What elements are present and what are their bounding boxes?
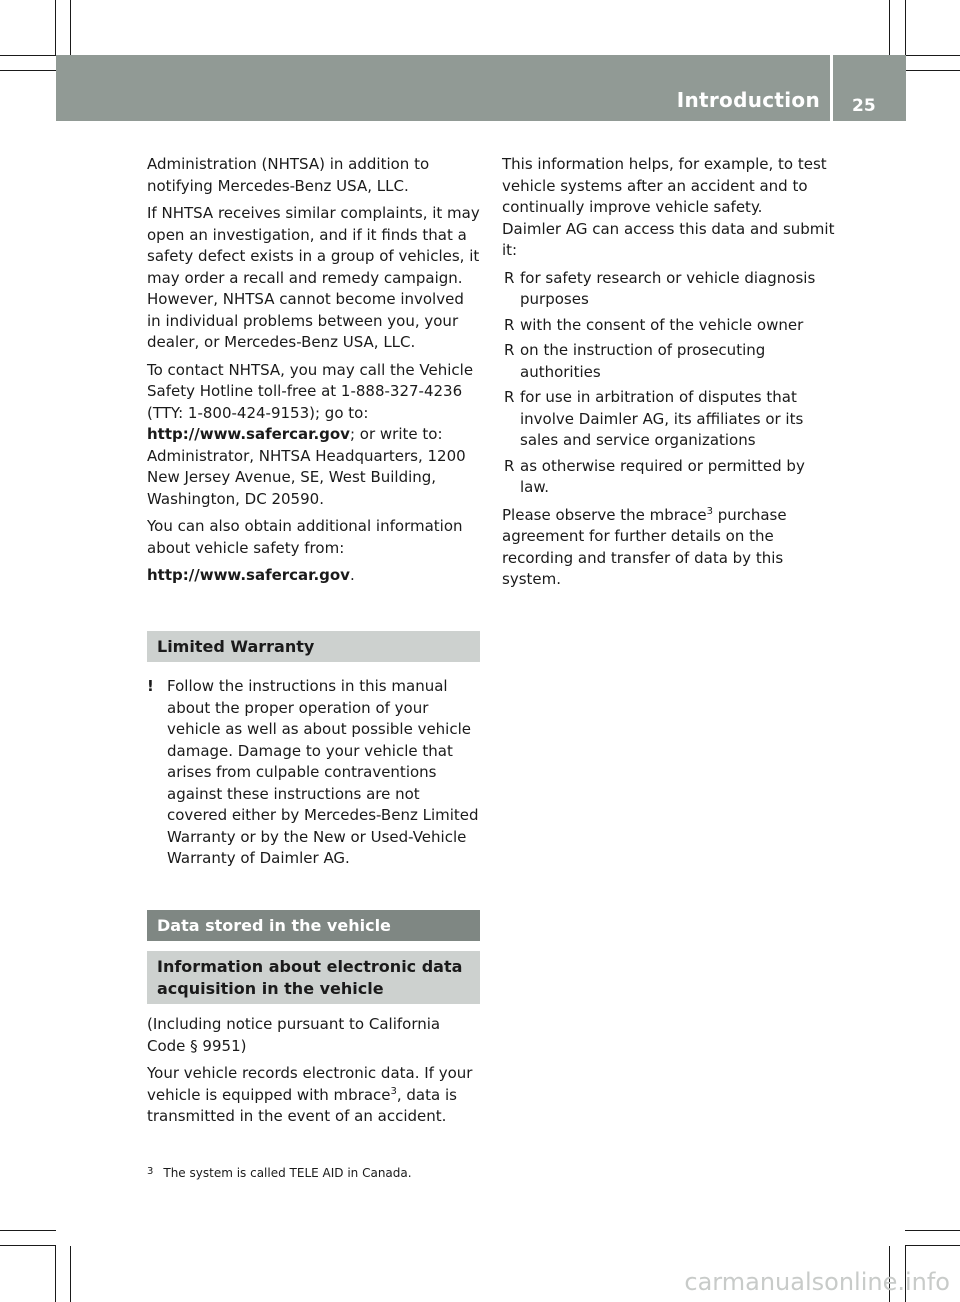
footnote-ref: 3 <box>706 505 713 517</box>
list-item <box>502 268 835 311</box>
list-item-text: on the instruction of prosecuting authorities <box>520 341 766 381</box>
right-column <box>502 154 835 597</box>
crop-mark <box>889 0 890 55</box>
footnote <box>147 1166 412 1180</box>
footnote-text: The system is called TELE AID in Canada. <box>163 1166 412 1180</box>
crop-mark <box>905 1245 960 1246</box>
crop-mark <box>905 70 960 71</box>
bullet-list <box>502 268 835 499</box>
list-item-text: for safety research or vehicle diagnosis purposes <box>520 268 816 308</box>
page-number: 25 <box>852 96 876 116</box>
crop-mark <box>55 1246 56 1302</box>
paragraph <box>502 505 835 591</box>
list-item <box>502 315 835 337</box>
crop-mark <box>905 55 960 56</box>
paragraph <box>147 565 480 587</box>
list-item-text: as otherwise required or permitted by law. <box>520 456 805 496</box>
footnote-number: 3 <box>147 1166 154 1177</box>
bullet-icon: R <box>504 268 515 287</box>
paragraph-text: To contact NHTSA, you may call the Vehicle Safety Hotline toll-free at 1-888-327-4236 (TTY: 1-800-424-9153); go to: <box>147 360 474 422</box>
list-item <box>502 456 835 499</box>
paragraph-text: purchase agreement for further details on the recording and transfer of data by this system. <box>502 505 787 588</box>
footnote-ref: 3 <box>390 1085 397 1097</box>
warning-note <box>147 676 480 870</box>
left-column <box>147 154 480 1134</box>
bullet-icon: R <box>504 315 515 334</box>
bullet-icon: R <box>504 456 515 475</box>
paragraph <box>147 360 480 511</box>
paragraph-text: . <box>349 566 355 584</box>
crop-mark <box>0 55 56 56</box>
data-stored-heading: Data stored in the vehicle <box>147 910 480 942</box>
bullet-icon: R <box>504 388 515 406</box>
paragraph-text: ; or write to: Administrator, NHTSA Headquarters, 1200 New Jersey Avenue, SE, West Building, Washington, DC 20590. <box>147 425 466 508</box>
crop-mark <box>0 1245 56 1246</box>
crop-mark <box>70 0 71 55</box>
crop-mark <box>70 1246 71 1302</box>
crop-mark <box>905 0 906 55</box>
paragraph: Daimler AG can access this data and submit it: <box>502 219 835 259</box>
list-item <box>502 340 835 383</box>
paragraph: (Including notice pursuant to California Code § 9951) <box>147 1015 441 1055</box>
paragraph: You can also obtain additional information about vehicle safety from: <box>147 517 463 557</box>
bullet-icon: R <box>504 341 515 359</box>
list-item-text: for use in arbitration of disputes that involve Daimler AG, its affiliates or its sales and service organizations <box>520 388 804 449</box>
paragraph-text: Please observe the mbrace <box>502 505 707 524</box>
paragraph: Administration (NHTSA) in addition to notifying Mercedes-Benz USA, LLC. <box>147 155 430 195</box>
warning-icon: ! <box>147 677 154 695</box>
list-item-text: with the consent of the vehicle owner <box>520 315 804 334</box>
paragraph-text: , data is transmitted in the event of an accident. <box>147 1085 457 1125</box>
warning-text: Follow the instructions in this manual about the proper operation of your vehicle as well as about possible vehicle damage. Damage to your vehicle that arises from culpable contraventions against these instructions are not covered either by Mercedes-Benz Limited Warranty or by the New or Used-Vehicle Warranty of Daimler AG. <box>167 677 479 867</box>
list-item <box>502 387 835 452</box>
paragraph: This information helps, for example, to test vehicle systems after an accident and to continually improve vehicle safety. <box>502 155 827 216</box>
limited-warranty-heading: Limited Warranty <box>147 631 480 663</box>
page-title: Introduction <box>676 88 820 112</box>
watermark: carmanualsonline.info <box>684 1268 950 1296</box>
header-divider <box>830 55 833 121</box>
safercar-link[interactable]: http://www.safercar.gov <box>147 566 350 584</box>
info-acquisition-heading: Information about electronic data acquisition in the vehicle <box>147 951 480 1004</box>
paragraph: If NHTSA receives similar complaints, it may open an investigation, and if it finds that a safety defect exists in a group of vehicles, it may order a recall and remedy campaign. However, NHTSA cannot become involved in individual problems between you, your dealer, or Mercedes-Benz USA, LLC. <box>147 204 480 351</box>
safercar-link[interactable]: http://www.safercar.gov <box>147 425 350 443</box>
crop-mark <box>0 70 56 71</box>
crop-mark <box>0 1230 56 1231</box>
paragraph-text: Your vehicle records electronic data. If your vehicle is equipped with mbrace <box>147 1064 473 1104</box>
crop-mark <box>905 1230 960 1231</box>
paragraph <box>147 1063 480 1128</box>
crop-mark <box>55 0 56 55</box>
